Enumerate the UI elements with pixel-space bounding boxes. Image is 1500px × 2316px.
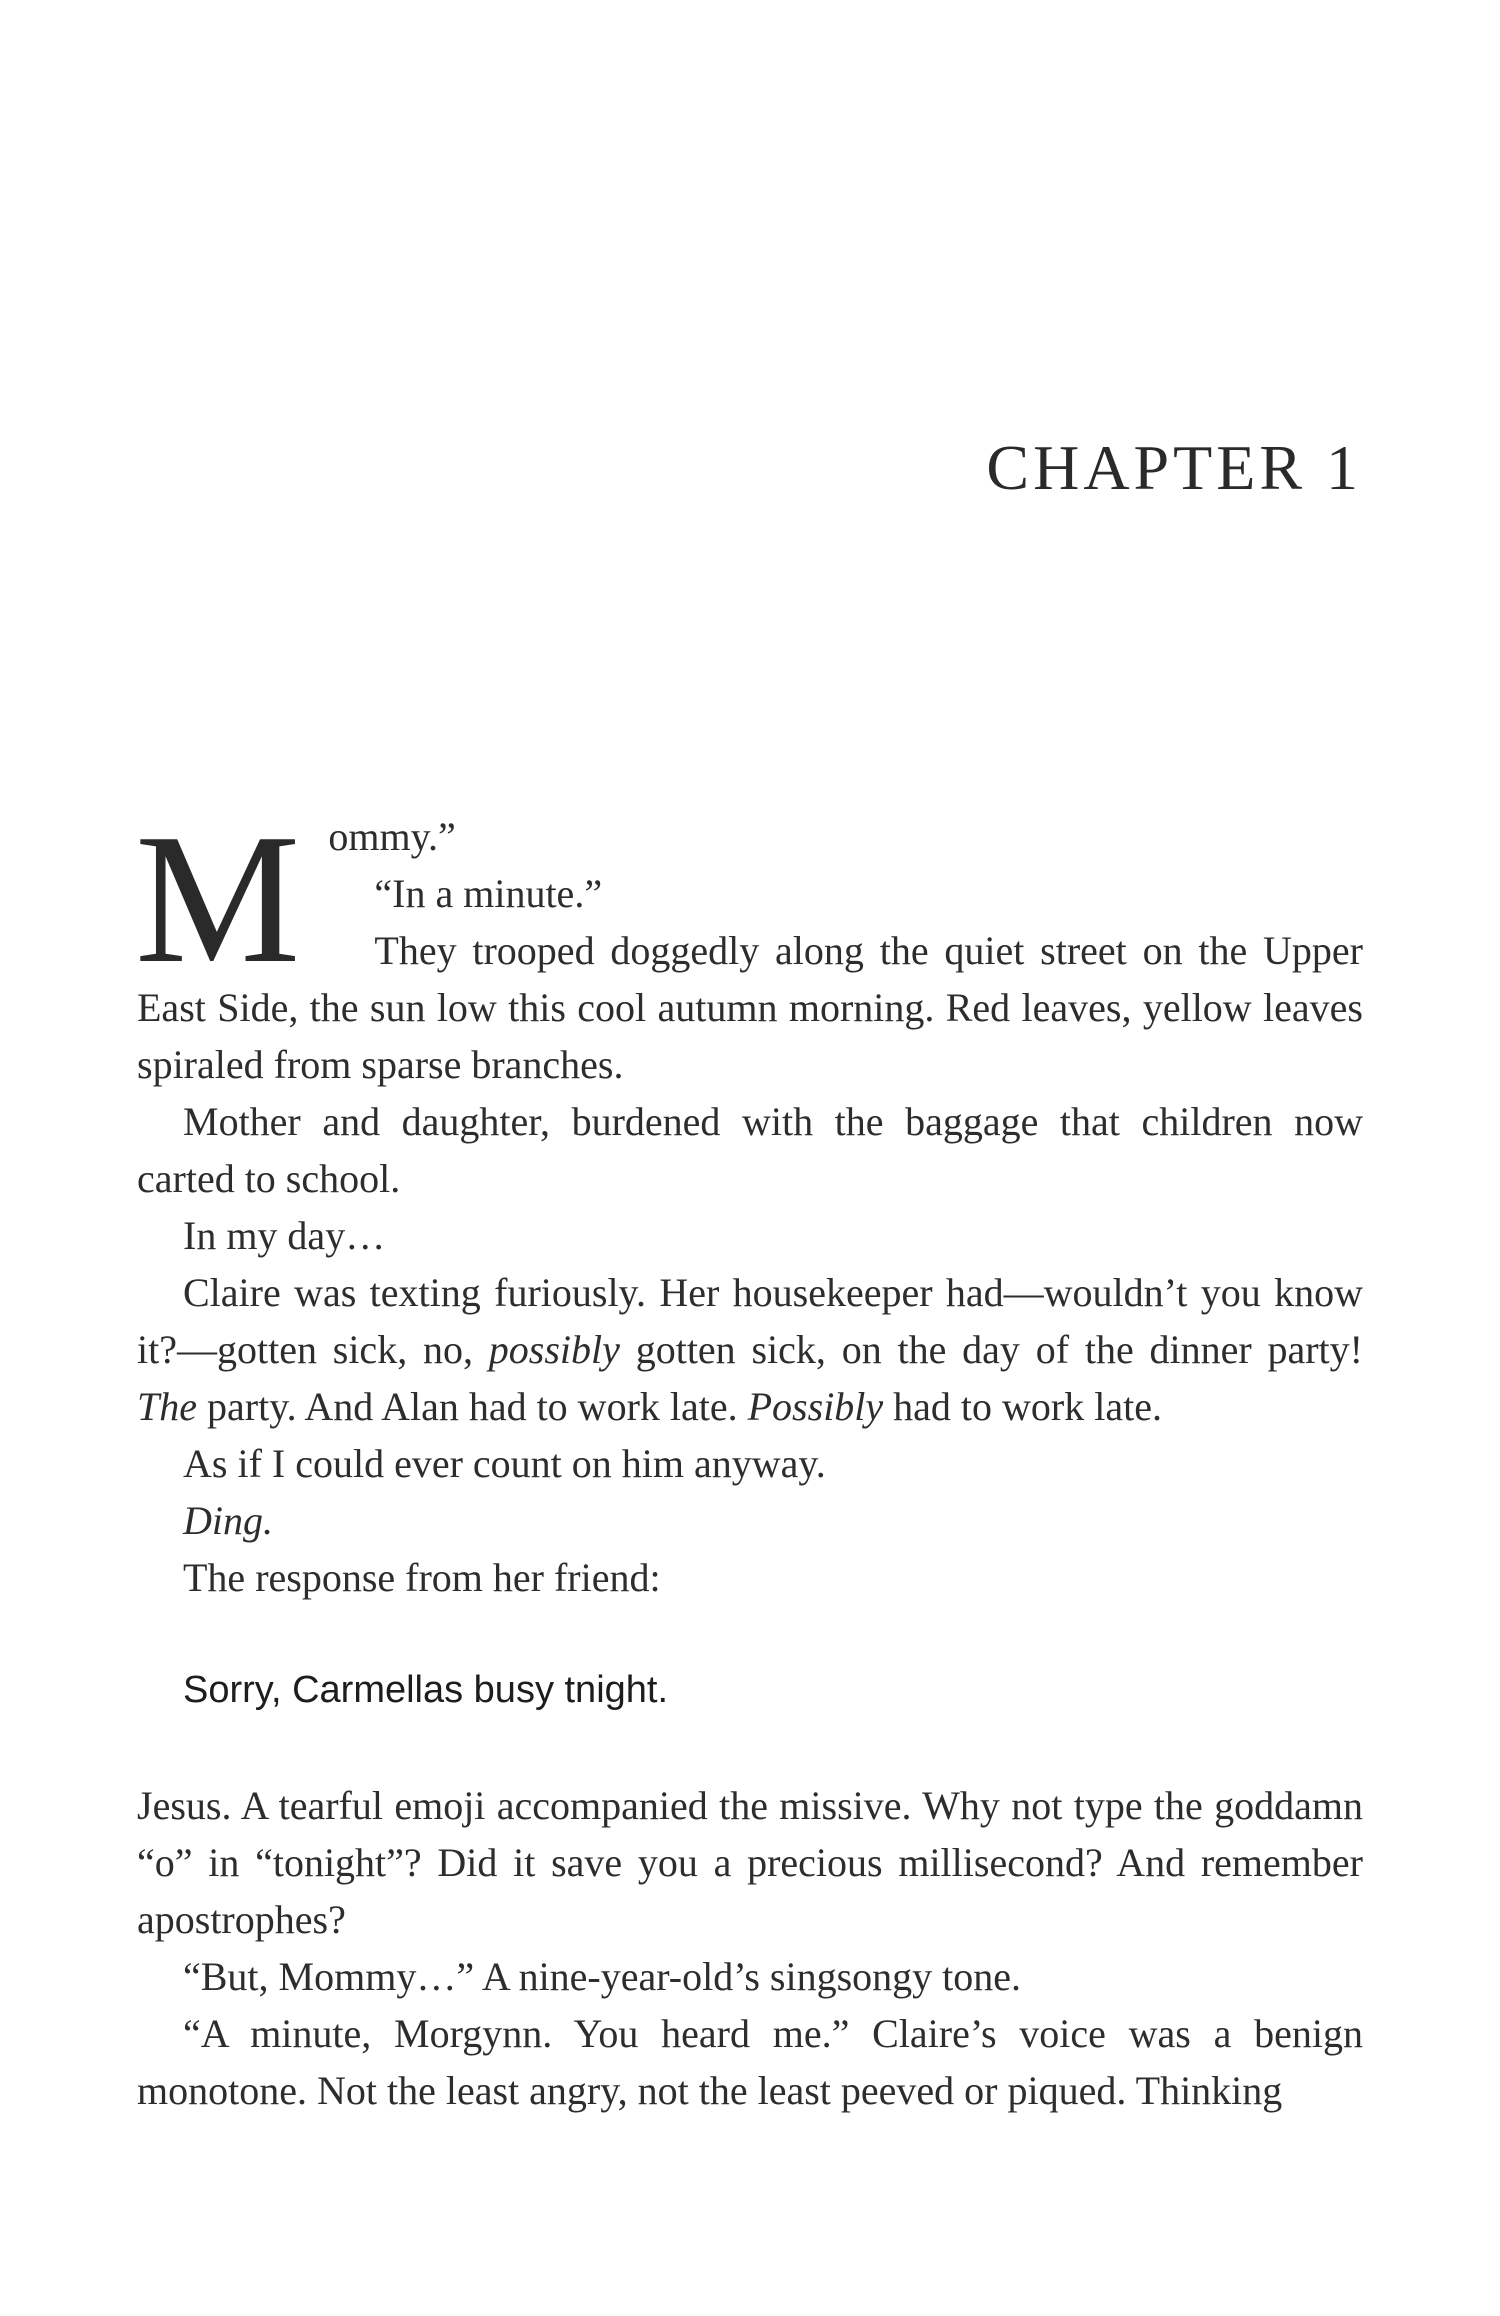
chapter-title: CHAPTER 1 <box>986 432 1362 503</box>
paragraph: The response from her friend: <box>183 1555 661 1600</box>
paragraph <box>137 1264 1363 1435</box>
opening-block <box>135 796 1363 1093</box>
after-message-block <box>137 1777 1363 2119</box>
paragraph: “But, Mommy…” A nine-year-old’s singsongy tone. <box>183 1954 1022 1999</box>
paragraph: “A minute, Morgynn. You heard me.” Claire’s voice was a benign monotone. Not the least angry, not the least peeved or piqued. Thinking <box>137 2011 1363 2113</box>
emphasis: Possibly <box>747 1384 884 1429</box>
opening-line-1: ommy.” <box>328 814 456 859</box>
text-span: Claire was texting furiously. Her housekeeper had—wouldn’t you know it?—gotten sick, no, <box>137 1270 1363 1372</box>
paragraph: In my day… <box>183 1213 386 1258</box>
text-span: had to work late. <box>883 1384 1162 1429</box>
paragraph: Jesus. A tearful emoji accompanied the missive. Why not type the goddamn “o” in “tonight”? Did it save you a precious millisecond? And remember apostrophes? <box>137 1783 1363 1942</box>
emphasis: possibly <box>488 1327 620 1372</box>
drop-cap: M <box>135 796 301 1002</box>
opening-line-2: “In a minute.” <box>374 871 603 916</box>
paragraph: As if I could ever count on him anyway. <box>183 1441 826 1486</box>
text-span: gotten sick, on the day of the dinner party! <box>619 1327 1363 1372</box>
emphasis: The <box>137 1384 197 1429</box>
text-span: party. And Alan had to work late. <box>197 1384 748 1429</box>
opening-paragraph: They trooped doggedly along the quiet street on the Upper East Side, the sun low this cool autumn morning. Red leaves, yellow leaves spiraled from sparse branches. <box>137 928 1363 1087</box>
emphasis: Ding. <box>183 1498 273 1543</box>
text-message: Sorry, Carmellas busy tnight. <box>183 1669 669 1711</box>
paragraph: Mother and daughter, burdened with the baggage that children now carted to school. <box>137 1099 1363 1201</box>
chapter-body <box>135 796 1363 2119</box>
paragraph <box>137 1492 1363 1549</box>
